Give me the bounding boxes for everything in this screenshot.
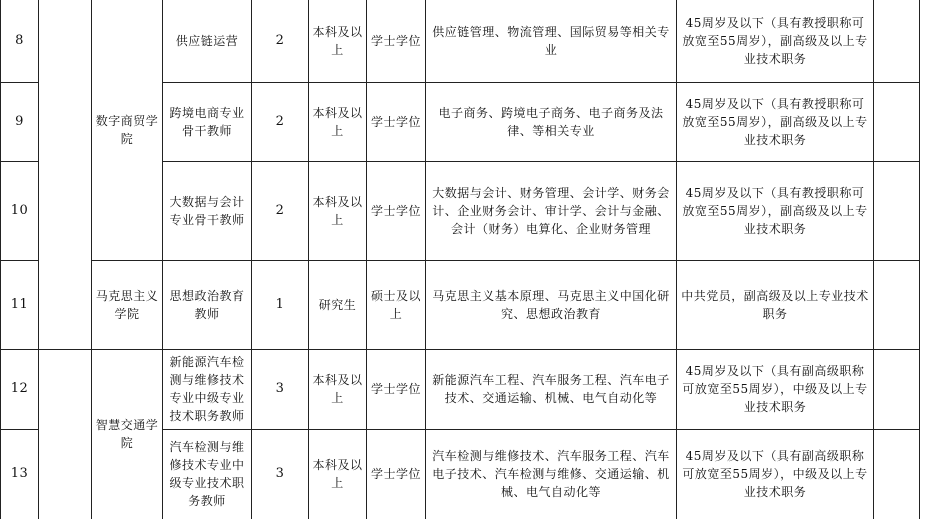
- major: 马克思主义基本原理、马克思主义中国化研究、思想政治教育: [426, 260, 677, 349]
- row-number: 9: [1, 82, 39, 161]
- row-number: 8: [1, 0, 39, 82]
- remark: [874, 429, 920, 519]
- major: 大数据与会计、财务管理、会计学、财务会计、企业财务会计、审计学、会计与金融、会计（财务）电算化、企业财务管理: [426, 161, 677, 260]
- dept-cell: [39, 349, 92, 519]
- headcount: 1: [252, 260, 309, 349]
- education: 本科及以上: [309, 429, 367, 519]
- headcount: 2: [252, 82, 309, 161]
- position-name: 新能源汽车检测与维修技术专业中级专业技术职务教师: [163, 349, 252, 429]
- headcount: 3: [252, 349, 309, 429]
- row-number: 13: [1, 429, 39, 519]
- education: 本科及以上: [309, 161, 367, 260]
- education: 本科及以上: [309, 349, 367, 429]
- remark: [874, 82, 920, 161]
- degree: 学士学位: [367, 349, 426, 429]
- table-row: [1, 0, 920, 82]
- row-number: 10: [1, 161, 39, 260]
- headcount: 2: [252, 0, 309, 82]
- education: 研究生: [309, 260, 367, 349]
- degree: 硕士及以上: [367, 260, 426, 349]
- college-name: 智慧交通学院: [92, 349, 163, 519]
- major: 新能源汽车工程、汽车服务工程、汽车电子技术、交通运输、机械、电气自动化等: [426, 349, 677, 429]
- education: 本科及以上: [309, 0, 367, 82]
- position-name: 跨境电商专业骨干教师: [163, 82, 252, 161]
- requirement: 45周岁及以下（具有教授职称可放宽至55周岁），副高级及以上专业技术职务: [677, 0, 874, 82]
- dept-cell: [39, 0, 92, 349]
- degree: 学士学位: [367, 161, 426, 260]
- major: 供应链管理、物流管理、国际贸易等相关专业: [426, 0, 677, 82]
- remark: [874, 161, 920, 260]
- requirement: 45周岁及以下（具有教授职称可放宽至55周岁），副高级及以上专业技术职务: [677, 161, 874, 260]
- table-row: [1, 349, 920, 429]
- remark: [874, 260, 920, 349]
- position-name: 汽车检测与维修技术专业中级专业技术职务教师: [163, 429, 252, 519]
- college-name: 马克思主义学院: [92, 260, 163, 349]
- requirement: 45周岁及以下（具有教授职称可放宽至55周岁），副高级及以上专业技术职务: [677, 82, 874, 161]
- degree: 学士学位: [367, 0, 426, 82]
- remark: [874, 349, 920, 429]
- position-name: 思想政治教育教师: [163, 260, 252, 349]
- degree: 学士学位: [367, 82, 426, 161]
- education: 本科及以上: [309, 82, 367, 161]
- position-name: 大数据与会计专业骨干教师: [163, 161, 252, 260]
- college-name: 数字商贸学院: [92, 0, 163, 260]
- headcount: 3: [252, 429, 309, 519]
- major: 汽车检测与维修技术、汽车服务工程、汽车电子技术、汽车检测与维修、交通运输、机械、电气自动化等: [426, 429, 677, 519]
- requirement: 45周岁及以下（具有副高级职称可放宽至55周岁），中级及以上专业技术职务: [677, 429, 874, 519]
- row-number: 12: [1, 349, 39, 429]
- degree: 学士学位: [367, 429, 426, 519]
- remark: [874, 0, 920, 82]
- major: 电子商务、跨境电子商务、电子商务及法律、等相关专业: [426, 82, 677, 161]
- headcount: 2: [252, 161, 309, 260]
- requirement: 中共党员，副高级及以上专业技术职务: [677, 260, 874, 349]
- row-number: 11: [1, 260, 39, 349]
- position-name: 供应链运营: [163, 0, 252, 82]
- requirement: 45周岁及以下（具有副高级职称可放宽至55周岁），中级及以上专业技术职务: [677, 349, 874, 429]
- table-row: [1, 260, 920, 349]
